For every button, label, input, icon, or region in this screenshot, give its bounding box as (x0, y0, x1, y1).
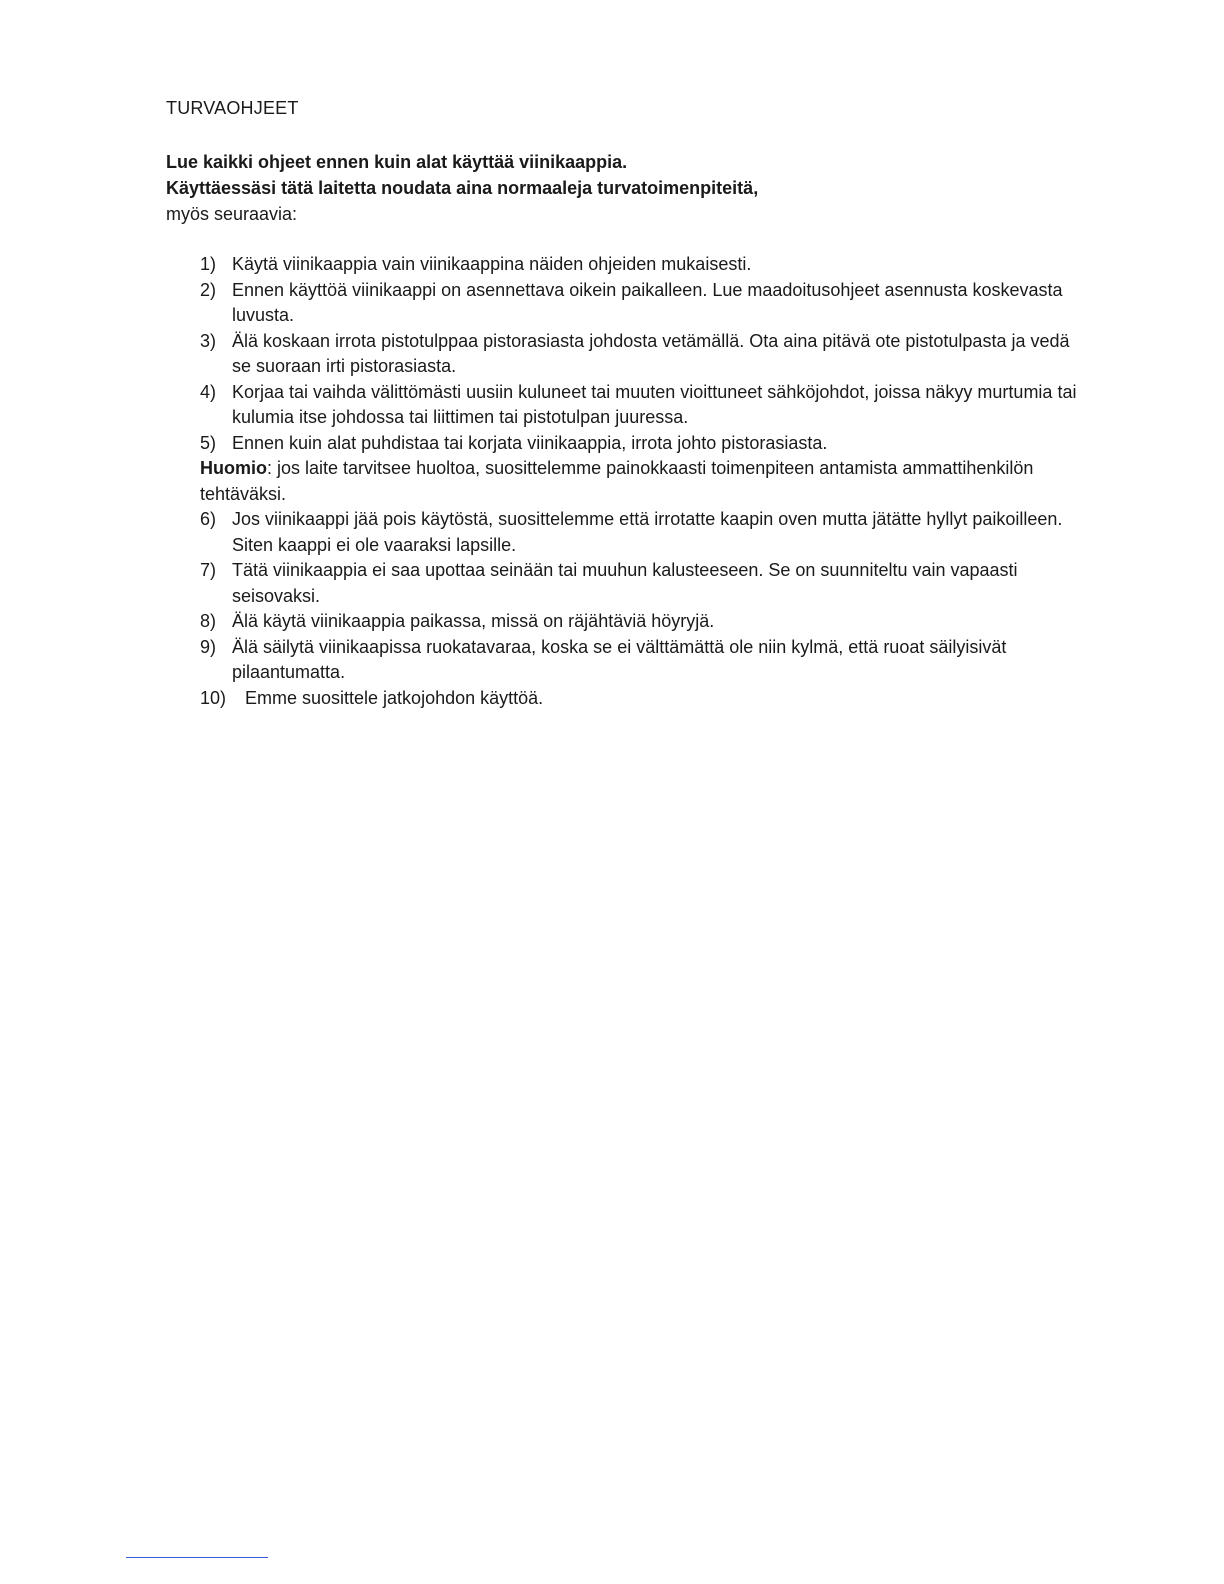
list-item-number: 2) (200, 279, 217, 300)
list-item (200, 635, 1080, 686)
list-item (200, 507, 1080, 558)
list-item-text: Ennen käyttöä viinikaappi on asennettava oikein paikalleen. Lue maadoitusohjeet asennusta koskevasta luvusta. (232, 279, 1063, 325)
list-item (200, 686, 1080, 712)
list-item-text: Emme suosittele jatkojohdon käyttöä. (245, 687, 544, 708)
list-item (200, 431, 1080, 457)
list-item (200, 380, 1080, 431)
intro-line-1: Lue kaikki ohjeet ennen kuin alat käyttää viinikaappia. (166, 152, 628, 172)
list-item (200, 558, 1080, 609)
list-item-number: 4) (200, 381, 217, 402)
intro-line-3: myös seuraavia: (166, 204, 298, 224)
page-title: TURVAOHJEET (166, 98, 299, 118)
list-item-number: 5) (200, 432, 217, 453)
note-paragraph (200, 456, 1080, 507)
list-item-number: 8) (200, 611, 217, 631)
list-item-text: Ennen kuin alat puhdistaa tai korjata viinikaappia, irrota johto pistorasiasta. (232, 432, 828, 453)
list-item-text: Käytä viinikaappia vain viinikaappina näiden ohjeiden mukaisesti. (232, 254, 752, 274)
list-item-text: Jos viinikaappi jää pois käytöstä, suosittelemme että irrotatte kaapin oven mutta jätätte hyllyt paikoilleen. Siten kaappi ei ole vaaraksi lapsille. (232, 509, 1063, 555)
intro-line-2: Käyttäessäsi tätä laitetta noudata aina normaaleja turvatoimenpiteitä, (166, 178, 759, 198)
list-item (200, 609, 1080, 635)
list-item-text: Älä koskaan irrota pistotulppaa pistorasiasta johdosta vetämällä. Ota aina pitävä ote pistotulpasta ja vedä se suoraan irti pistorasiasta. (232, 330, 1070, 376)
list-item-number: 9) (200, 636, 217, 657)
list-item-text: Tätä viinikaappia ei saa upottaa seinään tai muuhun kalusteeseen. Se on suunniteltu vain vapaasti seisovaksi. (232, 560, 1018, 606)
list-item (200, 329, 1080, 380)
safety-list (200, 252, 1080, 711)
intro-paragraph (166, 149, 1066, 227)
list-item (200, 252, 1080, 278)
list-item-number: 10) (200, 687, 227, 708)
list-item-number: 7) (200, 560, 217, 580)
list-item-text: Älä käytä viinikaappia paikassa, missä on räjähtäviä höyryjä. (232, 611, 715, 631)
list-item-text: Korjaa tai vaihda välittömästi uusiin kuluneet tai muuten vioittuneet sähköjohdot, joissa näkyy murtumia tai kulumia itse johdossa tai liittimen tai pistotulpan juuressa. (232, 381, 1077, 427)
footer-divider (126, 1557, 268, 1558)
list-item-number: 3) (200, 330, 217, 351)
list-item-number: 6) (200, 509, 217, 529)
list-item (200, 278, 1080, 329)
list-item-number: 1) (200, 254, 217, 274)
note-label: Huomio (200, 458, 267, 478)
list-item-text: Älä säilytä viinikaapissa ruokatavaraa, koska se ei välttämättä ole niin kylmä, että ruoat säilyisivät pilaantumatta. (232, 636, 1007, 682)
note-text: : jos laite tarvitsee huoltoa, suosittelemme painokkaasti toimenpiteen antamista ammattihenkilön tehtäväksi. (200, 458, 1034, 504)
